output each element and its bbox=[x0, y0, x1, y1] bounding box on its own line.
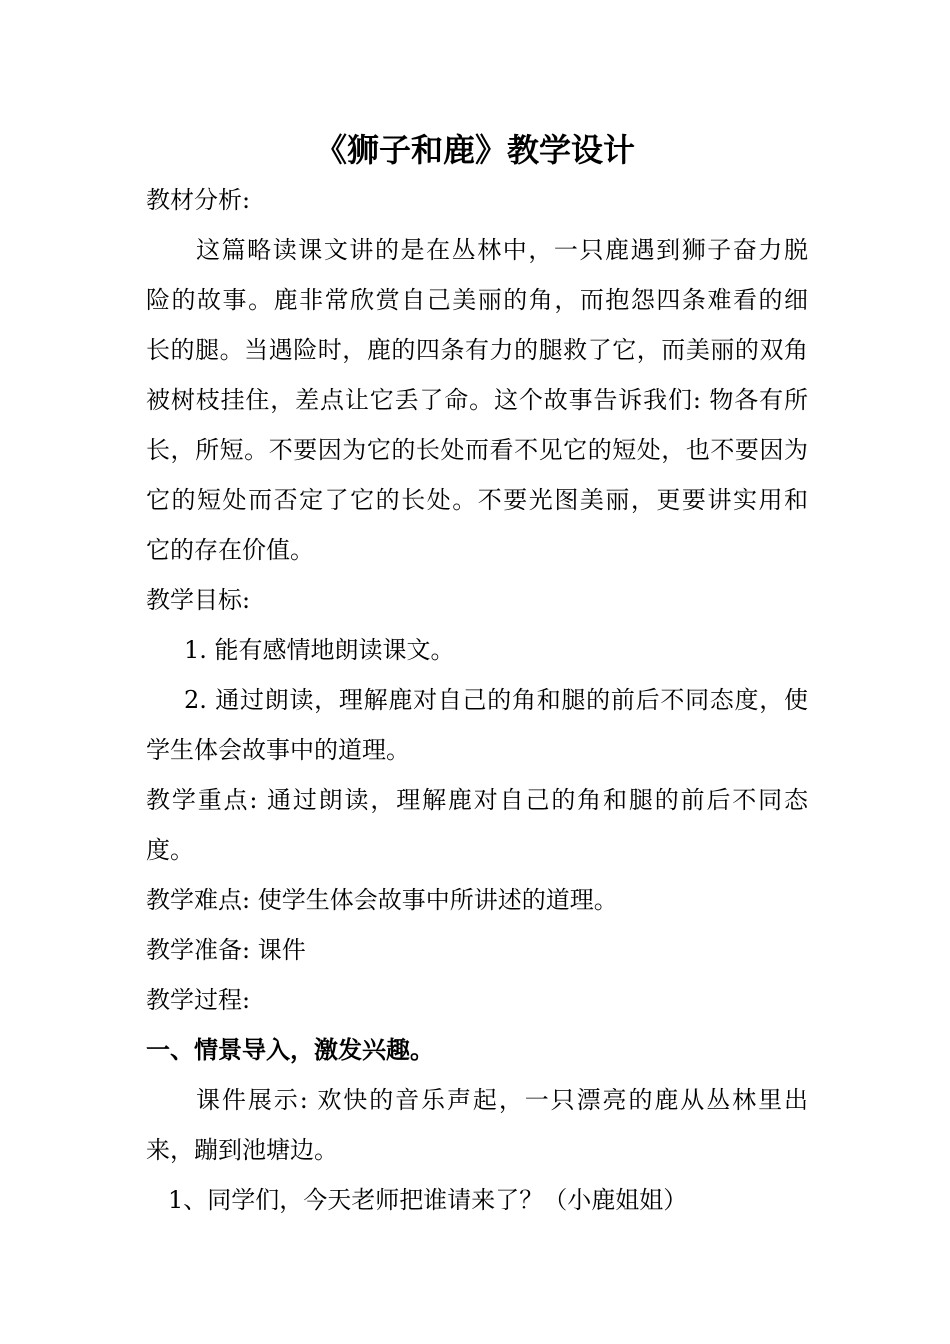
key-point: 教学重点: 通过朗读，理解鹿对自己的角和腿的前后不同态 bbox=[146, 786, 808, 814]
section-heading-analysis: 教材分析: bbox=[146, 186, 251, 214]
paragraph-line: 长的腿。当遇险时，鹿的四条有力的腿救了它，而美丽的双角 bbox=[146, 336, 808, 364]
paragraph-line: 险的故事。鹿非常欣赏自己美丽的角，而抱怨四条难看的细 bbox=[146, 286, 808, 314]
key-point-continued: 度。 bbox=[146, 836, 194, 864]
paragraph-line: 长，所短。不要因为它的长处而看不见它的短处，也不要因为 bbox=[146, 436, 808, 464]
preparation: 教学准备: 课件 bbox=[146, 936, 306, 964]
objective-item: 1. 能有感情地朗读课文。 bbox=[184, 636, 455, 664]
objective-item-continued: 学生体会故事中的道理。 bbox=[146, 736, 410, 764]
paragraph-line: 被树枝挂住，差点让它丢了命。这个故事告诉我们: 物各有所 bbox=[146, 386, 808, 414]
paragraph-line: 来，蹦到池塘边。 bbox=[146, 1136, 338, 1164]
objective-item: 2. 通过朗读，理解鹿对自己的角和腿的前后不同态度，使 bbox=[184, 686, 808, 714]
question-item: 1、同学们，今天老师把谁请来了？（小鹿姐姐） bbox=[168, 1186, 688, 1214]
paragraph-line: 这篇略读课文讲的是在丛林中，一只鹿遇到狮子奋力脱 bbox=[196, 236, 808, 264]
paragraph-line: 课件展示: 欢快的音乐声起，一只漂亮的鹿从丛林里出 bbox=[196, 1086, 808, 1114]
paragraph-line: 它的存在价值。 bbox=[146, 536, 314, 564]
difficult-point: 教学难点: 使学生体会故事中所讲述的道理。 bbox=[146, 886, 618, 914]
document-title: 《狮子和鹿》教学设计 bbox=[314, 131, 635, 169]
paragraph-line: 它的短处而否定了它的长处。不要光图美丽，更要讲实用和 bbox=[146, 486, 808, 514]
section-heading-process: 教学过程: bbox=[146, 986, 251, 1014]
process-step-heading: 一、情景导入，激发兴趣。 bbox=[146, 1036, 434, 1064]
section-heading-objectives: 教学目标: bbox=[146, 586, 251, 614]
